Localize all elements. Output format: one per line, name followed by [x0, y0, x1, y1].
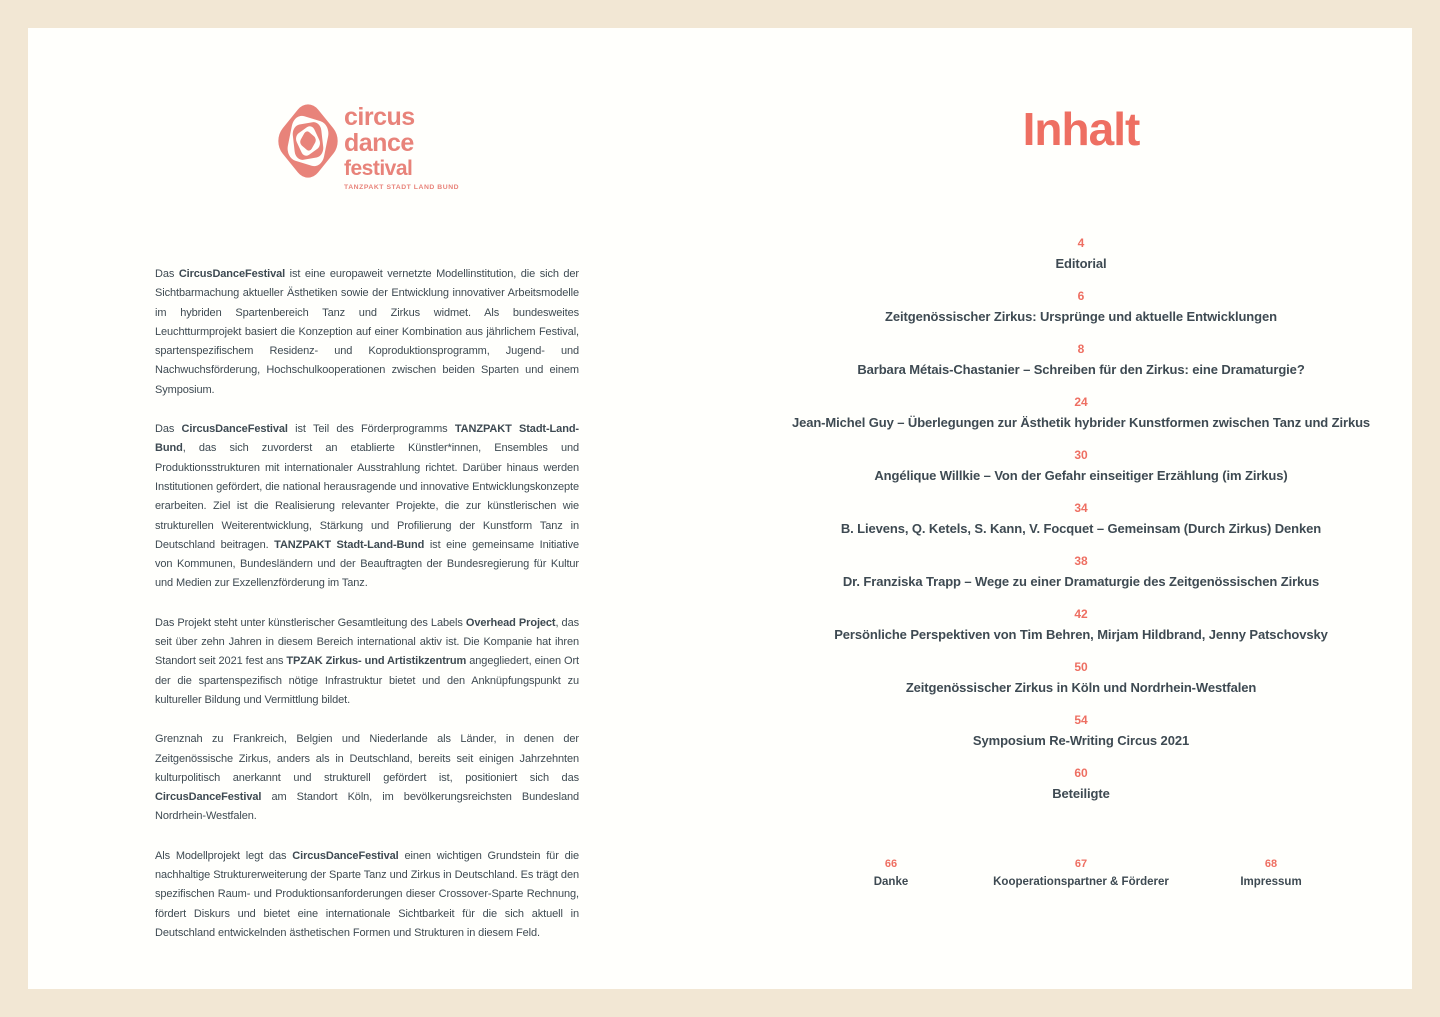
toc-entry-title: B. Lievens, Q. Ketels, S. Kann, V. Focquet – Gemeinsam (Durch Zirkus) Denken: [840, 521, 1322, 536]
toc-entry: [750, 554, 1412, 590]
toc-entry-page-number: 50: [1074, 660, 1088, 674]
intro-paragraphs: [155, 265, 579, 963]
intro-paragraph: Das CircusDanceFestival ist Teil des Förderprogramms TANZPAKT Stadt-Land-Bund, das sich zuvorderst an etablierte Künstler*innen, Ensembles und Produktionsstrukturen mit internationaler Ausstrahlung richtet. Darüber hinaus werden Institutionen gefördert, die national herausragende und innovative Entwicklungskonzepte erarbeiten. Ziel ist die Realisierung relevanter Projekte, die zur künstlerischen wie strukturellen Weiterentwicklung, Stärkung und Profilierung der Kunstform Tanz in Deutschland beitragen. TANZPAKT Stadt-Land-Bund ist eine gemeinsame Initiative von Kommunen, Bundesländern und der Beauftragten der Bundesregierung für Kultur und Medien zur Exzellenzförderung im Tanz.: [155, 423, 579, 590]
toc-footer-title: Impressum: [1240, 876, 1302, 888]
toc-footer-entry: [796, 858, 986, 889]
toc-list: [750, 236, 1412, 802]
logo-tagline: TANZPAKT STADT LAND BUND: [344, 184, 460, 191]
logo-word-dance: dance: [344, 129, 414, 157]
toc-entry-page-number: 6: [1077, 289, 1085, 303]
toc-entry-page-number: 4: [1077, 236, 1085, 250]
toc-entry-title: Barbara Métais-Chastanier – Schreiben für den Zirkus: eine Dramaturgie?: [857, 362, 1305, 377]
toc-entry-page-number: 42: [1074, 607, 1088, 621]
logo-wordmark: [344, 104, 459, 191]
toc-entry: [750, 395, 1412, 431]
toc-footer-title: Danke: [873, 876, 909, 888]
toc-entry-page-number: 38: [1074, 554, 1088, 568]
logo-word-festival: festival: [344, 157, 413, 180]
intro-paragraph: Das Projekt steht unter künstlerischer Gesamtleitung des Labels Overhead Project, das seit über zehn Jahren in diesem Bereich international aktiv ist. Die Kompanie hat ihren Standort seit 2021 fest ans TPZAK Zirkus- und Artistikzentrum angegliedert, einen Ort der die spartenspezifisch nötige Infrastruktur bietet und den Anknüpfungspunkt zu kultureller Bildung und Vermittlung bildet.: [155, 616, 579, 706]
toc-footer-row: [796, 858, 1366, 889]
toc-footer-page-number: 67: [1074, 858, 1088, 870]
left-page: [28, 28, 720, 989]
intro-paragraph: Als Modellprojekt legt das CircusDanceFestival einen wichtigen Grundstein für die nachhaltige Strukturerweiterung der Sparte Tanz und Zirkus in Deutschland. Es trägt den spezifischen Raum- und Produktionsanforderungen dieser Crossover-Sparte Rechnung, fördert Diskurs und bietet eine internationale Sichtbarkeit für die sich aktuell in Deutschland entwickelnden ästhetischen Formen und Strukturen in diesem Feld.: [155, 849, 579, 939]
toc-footer-page-number: 68: [1264, 858, 1278, 870]
toc-entry-page-number: 34: [1074, 501, 1088, 515]
intro-paragraph: Grenznah zu Frankreich, Belgien und Niederlande als Länder, in denen der Zeitgenössische Zirkus, anders als in Deutschland, bereits seit einigen Jahrzehnten kulturpolitisch anerkannt und strukturell gefördert ist, positioniert sich das CircusDanceFestival am Standort Köln, im bevölkerungsreichsten Bundesland Nordrhein-Westfalen.: [155, 733, 579, 823]
toc-footer-title: Kooperationspartner & Förderer: [993, 876, 1169, 888]
toc-footer-entry: [986, 858, 1176, 889]
festival-logo: [278, 104, 459, 191]
toc-entry-title: Angélique Willkie – Von der Gefahr einseitiger Erzählung (im Zirkus): [874, 468, 1288, 483]
toc-footer-entry: [1176, 858, 1366, 889]
toc-entry-title: Dr. Franziska Trapp – Wege zu einer Dramaturgie des Zeitgenössischen Zirkus: [842, 574, 1320, 589]
toc-entry-page-number: 30: [1074, 448, 1088, 462]
toc-entry-page-number: 60: [1074, 766, 1088, 780]
toc-title: Inhalt: [1022, 103, 1140, 155]
toc-entry: [750, 342, 1412, 378]
toc-entry-title: Editorial: [1055, 256, 1107, 271]
toc-entry: [750, 448, 1412, 484]
booklet-spread: [28, 28, 1412, 989]
toc-entry: [750, 713, 1412, 749]
toc-entry-page-number: 54: [1074, 713, 1088, 727]
toc-entry: [750, 607, 1412, 643]
toc-entry-page-number: 8: [1077, 342, 1085, 356]
toc-entry-page-number: 24: [1074, 395, 1088, 409]
toc-entry: [750, 289, 1412, 325]
toc-entry-title: Beteiligte: [1052, 786, 1110, 801]
toc-entry: [750, 660, 1412, 696]
toc-entry-title: Jean-Michel Guy – Überlegungen zur Ästhetik hybrider Kunstformen zwischen Tanz und Zirkus: [791, 415, 1371, 430]
right-page: [720, 28, 1412, 989]
festival-logo-mark-icon: [278, 104, 338, 178]
toc-entry: [750, 501, 1412, 537]
logo-word-circus: circus: [344, 103, 415, 131]
toc-entry-title: Symposium Re-Writing Circus 2021: [972, 733, 1190, 748]
toc-entry: [750, 766, 1412, 802]
toc-entry-title: Persönliche Perspektiven von Tim Behren, Mirjam Hildbrand, Jenny Patschovsky: [834, 627, 1328, 642]
toc-entry-title: Zeitgenössischer Zirkus in Köln und Nordrhein-Westfalen: [905, 680, 1257, 695]
toc-entry-title: Zeitgenössischer Zirkus: Ursprünge und aktuelle Entwicklungen: [885, 309, 1277, 324]
toc-entry: [750, 236, 1412, 272]
toc-footer-page-number: 66: [884, 858, 898, 870]
intro-paragraph: Das CircusDanceFestival ist eine europaweit vernetzte Modellinstitution, die sich der Sichtbarmachung aktueller Ästhetiken sowie der Entwicklung innovativer Arbeitsmodelle im hybriden Spartenbereich Tanz und Zirkus widmet. Als bundesweites Leuchtturmprojekt basiert die Konzeption auf einer Kombination aus jährlichem Festival, spartenspezifischem Residenz- und Koproduktionsprogramm, Jugend- und Nachwuchsförderung, Hochschulkooperationen zwischen beiden Sparten und einem Symposium.: [155, 268, 579, 396]
